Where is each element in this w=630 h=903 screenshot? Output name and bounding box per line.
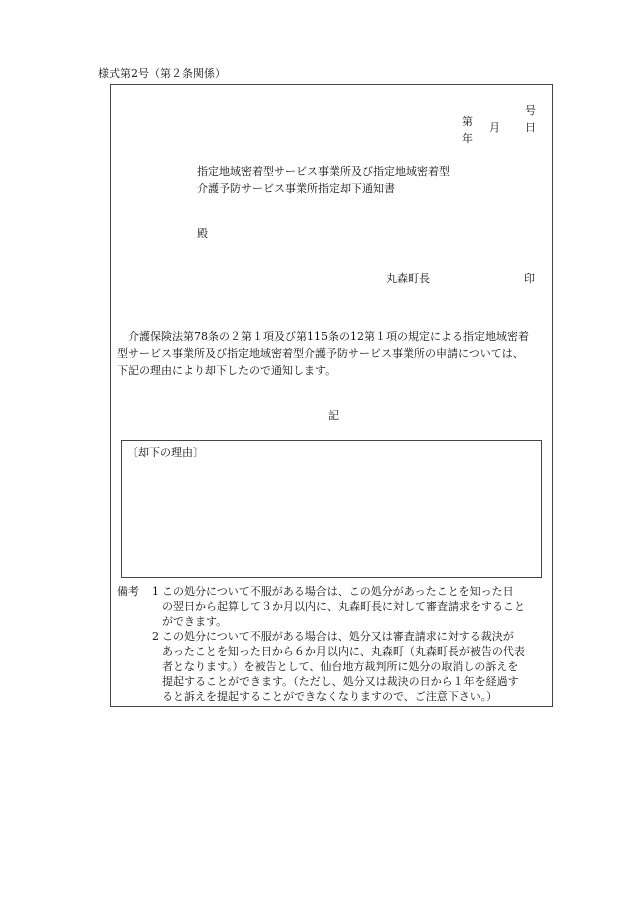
rejection-reason-label: 〔却下の理由〕 [127, 446, 204, 459]
document-number-suffix: 号 [525, 104, 536, 117]
date-month-label: 月 [489, 121, 500, 134]
remark-2-line: 者となります。）を被告として、仙台地方裁判所に処分の取消しの訴えを [162, 660, 519, 673]
remark-1-line: この処分について不服がある場合は、この処分があったことを知った日 [162, 585, 514, 598]
rejection-reason-box [121, 440, 542, 578]
document-title-line-1: 指定地域密着型サービス事業所及び指定地域密着型 [197, 165, 450, 178]
form-number-label: 様式第2号（第２条関係） [98, 67, 226, 80]
issuer-name: 丸森町長 [386, 272, 430, 285]
remark-2-line: ると訴えを提起することができなくなりますので、ご注意下さい。） [162, 690, 498, 703]
addressee-suffix: 殿 [197, 227, 208, 240]
notice-body-line: 下記の理由により却下したので通知します。 [117, 364, 337, 377]
date-day-label: 日 [525, 121, 536, 134]
notice-body [117, 328, 547, 379]
notice-body-line: 介護保険法第78条の２第１項及び第115条の12第１項の規定による指定地域密着 [117, 330, 529, 343]
document-number-prefix: 第 [462, 115, 473, 128]
document-title-line-2: 介護予防サービス事業所指定却下通知書 [197, 182, 395, 195]
remark-2-line: あったことを知った日から６か月以内に、丸森町（丸森町長が被告の代表 [162, 645, 525, 658]
date-line [455, 121, 536, 166]
ki-heading: 記 [328, 409, 339, 422]
remarks-heading: 備考 [117, 585, 139, 598]
remark-2-number: 2 [152, 630, 159, 643]
remark-2-line: 提起することができます。（ただし、処分又は裁決の日から１年を経過す [162, 675, 519, 688]
remark-2-line: この処分について不服がある場合は、処分又は審査請求に対する裁決が [162, 630, 514, 643]
seal-mark: 印 [524, 272, 535, 285]
remark-1-line: の翌日から起算して３か月以内に、丸森町長に対して審査請求をすること [162, 600, 525, 613]
date-year-label: 年 [462, 132, 473, 145]
remark-1-number: 1 [152, 585, 159, 598]
remark-1-line: ができます。 [162, 615, 228, 628]
notice-body-line: 型サービス事業所及び指定地域密着型介護予防サービス事業所の申請については、 [117, 347, 524, 360]
